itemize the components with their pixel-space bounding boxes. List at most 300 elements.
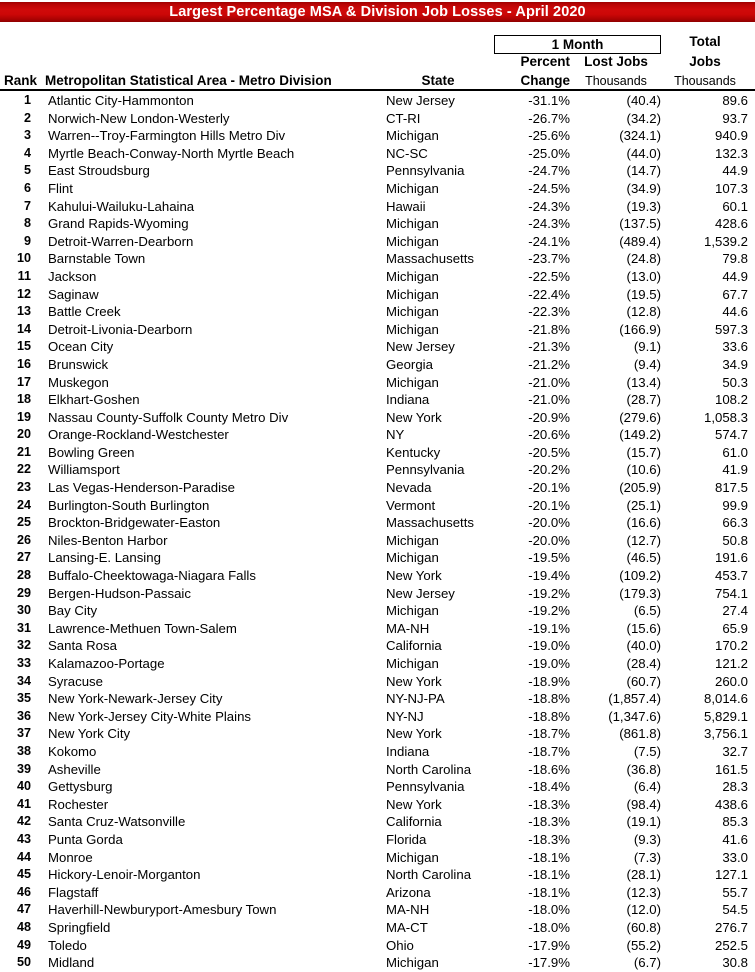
table-row bbox=[0, 514, 755, 532]
cell-lost-jobs: (7.3) bbox=[633, 849, 661, 865]
cell-rank: 29 bbox=[16, 585, 31, 600]
cell-msa-name: Jackson bbox=[48, 268, 97, 284]
cell-lost-jobs: (9.4) bbox=[633, 356, 661, 372]
cell-state: Michigan bbox=[386, 374, 439, 390]
table-row bbox=[0, 761, 755, 779]
cell-total-jobs: 32.7 bbox=[722, 743, 748, 759]
cell-total-jobs: 8,014.6 bbox=[704, 691, 748, 707]
table-row bbox=[0, 567, 755, 585]
cell-msa-name: Syracuse bbox=[48, 673, 103, 689]
cell-rank: 26 bbox=[16, 532, 31, 547]
data-table-body bbox=[0, 92, 755, 972]
cell-msa-name: Flint bbox=[48, 180, 73, 196]
cell-percent-change: -18.3% bbox=[528, 814, 570, 830]
cell-rank: 39 bbox=[16, 761, 31, 776]
cell-total-jobs: 108.2 bbox=[714, 392, 748, 408]
column-header-lost-jobs-units: Thousands bbox=[585, 74, 647, 88]
cell-rank: 49 bbox=[16, 937, 31, 952]
cell-total-jobs: 93.7 bbox=[722, 110, 748, 126]
cell-total-jobs: 27.4 bbox=[722, 603, 748, 619]
cell-msa-name: Punta Gorda bbox=[48, 831, 123, 847]
table-row bbox=[0, 673, 755, 691]
column-header-msa: Metropolitan Statistical Area - Metro Division bbox=[45, 73, 332, 88]
cell-total-jobs: 1,058.3 bbox=[704, 409, 748, 425]
cell-total-jobs: 67.7 bbox=[722, 286, 748, 302]
table-row bbox=[0, 602, 755, 620]
cell-msa-name: Kahului-Wailuku-Lahaina bbox=[48, 198, 195, 214]
table-row bbox=[0, 215, 755, 233]
cell-state: NC-SC bbox=[386, 145, 428, 161]
page-title: Largest Percentage MSA & Division Job Losses - April 2020 bbox=[169, 3, 586, 20]
cell-state: CT-RI bbox=[386, 110, 421, 126]
cell-msa-name: Atlantic City-Hammonton bbox=[48, 93, 194, 108]
cell-msa-name: Haverhill-Newburyport-Amesbury Town bbox=[48, 902, 277, 918]
cell-percent-change: -18.4% bbox=[528, 779, 570, 795]
cell-total-jobs: 121.2 bbox=[714, 656, 748, 671]
cell-state: MA-NH bbox=[386, 902, 430, 918]
table-row bbox=[0, 145, 755, 163]
cell-msa-name: Santa Cruz-Watsonville bbox=[48, 814, 186, 830]
cell-lost-jobs: (109.2) bbox=[619, 568, 661, 584]
cell-rank: 31 bbox=[16, 620, 31, 635]
cell-state: Michigan bbox=[386, 550, 439, 566]
cell-percent-change: -17.9% bbox=[528, 955, 570, 971]
cell-rank: 3 bbox=[23, 128, 31, 143]
cell-total-jobs: 44.6 bbox=[722, 304, 748, 320]
cell-percent-change: -18.6% bbox=[528, 761, 570, 777]
cell-total-jobs: 33.6 bbox=[722, 339, 748, 355]
cell-percent-change: -31.1% bbox=[528, 93, 570, 108]
cell-rank: 41 bbox=[16, 796, 31, 811]
cell-msa-name: Toledo bbox=[48, 937, 87, 953]
cell-msa-name: Kokomo bbox=[48, 743, 97, 759]
cell-total-jobs: 127.1 bbox=[714, 867, 748, 883]
cell-state: Michigan bbox=[386, 656, 439, 671]
cell-total-jobs: 60.1 bbox=[722, 198, 748, 214]
cell-rank: 4 bbox=[23, 145, 31, 160]
table-row bbox=[0, 813, 755, 831]
cell-lost-jobs: (137.5) bbox=[619, 216, 661, 232]
cell-lost-jobs: (7.5) bbox=[633, 743, 661, 759]
cell-lost-jobs: (19.1) bbox=[626, 814, 661, 830]
cell-percent-change: -26.7% bbox=[528, 110, 570, 126]
cell-rank: 23 bbox=[16, 480, 31, 495]
table-row bbox=[0, 919, 755, 937]
cell-total-jobs: 260.0 bbox=[714, 673, 748, 689]
table-row bbox=[0, 831, 755, 849]
cell-percent-change: -19.2% bbox=[528, 603, 570, 619]
cell-rank: 32 bbox=[16, 638, 31, 653]
cell-percent-change: -19.0% bbox=[528, 638, 570, 654]
cell-percent-change: -20.1% bbox=[528, 480, 570, 496]
cell-lost-jobs: (34.2) bbox=[626, 110, 661, 126]
cell-msa-name: Gettysburg bbox=[48, 779, 113, 795]
cell-percent-change: -18.7% bbox=[528, 743, 570, 759]
cell-state: California bbox=[386, 638, 442, 654]
table-row bbox=[0, 901, 755, 919]
cell-lost-jobs: (55.2) bbox=[626, 937, 661, 953]
cell-state: Massachusetts bbox=[386, 515, 474, 531]
cell-state: New York bbox=[386, 726, 442, 742]
cell-lost-jobs: (861.8) bbox=[619, 726, 661, 742]
cell-lost-jobs: (98.4) bbox=[626, 796, 661, 812]
cell-msa-name: East Stroudsburg bbox=[48, 163, 150, 179]
cell-percent-change: -19.2% bbox=[528, 585, 570, 601]
table-row bbox=[0, 391, 755, 409]
cell-state: Massachusetts bbox=[386, 251, 474, 267]
column-header-rank: Rank bbox=[4, 73, 38, 88]
cell-rank: 34 bbox=[16, 673, 31, 688]
table-row bbox=[0, 796, 755, 814]
cell-lost-jobs: (28.7) bbox=[626, 392, 661, 408]
cell-lost-jobs: (60.8) bbox=[626, 919, 661, 935]
table-row bbox=[0, 321, 755, 339]
cell-percent-change: -21.3% bbox=[528, 339, 570, 355]
cell-msa-name: Detroit-Warren-Dearborn bbox=[48, 233, 194, 249]
cell-rank: 10 bbox=[16, 251, 31, 266]
cell-state: North Carolina bbox=[386, 867, 472, 883]
report-title-bar bbox=[0, 2, 755, 22]
cell-total-jobs: 50.3 bbox=[722, 374, 748, 390]
cell-rank: 21 bbox=[16, 444, 31, 459]
cell-msa-name: New York-Jersey City-White Plains bbox=[48, 708, 252, 724]
cell-state: Vermont bbox=[386, 497, 436, 513]
table-row bbox=[0, 866, 755, 884]
cell-state: Michigan bbox=[386, 532, 439, 548]
cell-total-jobs: 33.0 bbox=[722, 849, 748, 865]
cell-total-jobs: 65.9 bbox=[722, 620, 748, 636]
cell-msa-name: Nassau County-Suffolk County Metro Div bbox=[48, 409, 289, 425]
cell-percent-change: -20.6% bbox=[528, 427, 570, 443]
cell-rank: 9 bbox=[23, 233, 31, 248]
cell-state: New York bbox=[386, 409, 442, 425]
cell-percent-change: -24.1% bbox=[528, 233, 570, 249]
one-month-label: 1 Month bbox=[551, 36, 604, 52]
cell-percent-change: -18.8% bbox=[528, 708, 570, 724]
cell-msa-name: Battle Creek bbox=[48, 304, 121, 320]
cell-state: New York bbox=[386, 568, 442, 584]
cell-rank: 35 bbox=[16, 691, 31, 706]
header-divider bbox=[0, 89, 755, 91]
cell-msa-name: Springfield bbox=[48, 919, 111, 935]
cell-rank: 19 bbox=[16, 409, 31, 424]
table-row bbox=[0, 426, 755, 444]
cell-percent-change: -19.1% bbox=[528, 620, 570, 636]
table-row bbox=[0, 356, 755, 374]
cell-percent-change: -24.3% bbox=[528, 216, 570, 232]
cell-msa-name: Bay City bbox=[48, 603, 98, 619]
cell-state: NY-NJ bbox=[386, 708, 424, 724]
table-row bbox=[0, 479, 755, 497]
cell-state: Michigan bbox=[386, 180, 439, 196]
cell-msa-name: Ocean City bbox=[48, 339, 114, 355]
cell-lost-jobs: (12.0) bbox=[626, 902, 661, 918]
cell-state: Michigan bbox=[386, 268, 439, 284]
cell-state: Michigan bbox=[386, 128, 439, 144]
cell-percent-change: -19.0% bbox=[528, 656, 570, 671]
cell-state: New York bbox=[386, 796, 442, 812]
cell-percent-change: -24.3% bbox=[528, 198, 570, 214]
cell-msa-name: Las Vegas-Henderson-Paradise bbox=[48, 480, 235, 496]
cell-total-jobs: 66.3 bbox=[722, 515, 748, 531]
table-row bbox=[0, 461, 755, 479]
cell-lost-jobs: (179.3) bbox=[619, 585, 661, 601]
cell-msa-name: New York City bbox=[48, 726, 131, 742]
cell-percent-change: -20.0% bbox=[528, 532, 570, 548]
cell-percent-change: -21.8% bbox=[528, 321, 570, 337]
table-row bbox=[0, 725, 755, 743]
cell-rank: 22 bbox=[16, 462, 31, 477]
cell-msa-name: New York-Newark-Jersey City bbox=[48, 691, 223, 707]
cell-percent-change: -20.0% bbox=[528, 515, 570, 531]
column-header-state: State bbox=[421, 73, 455, 88]
cell-lost-jobs: (149.2) bbox=[619, 427, 661, 443]
cell-msa-name: Elkhart-Goshen bbox=[48, 392, 140, 408]
table-row bbox=[0, 655, 755, 673]
cell-rank: 18 bbox=[16, 392, 31, 407]
cell-percent-change: -23.7% bbox=[528, 251, 570, 267]
table-row bbox=[0, 884, 755, 902]
cell-lost-jobs: (19.5) bbox=[626, 286, 661, 302]
cell-total-jobs: 28.3 bbox=[722, 779, 748, 795]
cell-state: Kentucky bbox=[386, 444, 441, 460]
cell-total-jobs: 85.3 bbox=[722, 814, 748, 830]
cell-rank: 17 bbox=[16, 374, 31, 389]
cell-lost-jobs: (19.3) bbox=[626, 198, 661, 214]
cell-msa-name: Flagstaff bbox=[48, 884, 99, 900]
cell-total-jobs: 55.7 bbox=[722, 884, 748, 900]
table-row bbox=[0, 268, 755, 286]
cell-msa-name: Orange-Rockland-Westchester bbox=[48, 427, 229, 443]
table-row bbox=[0, 374, 755, 392]
cell-lost-jobs: (6.4) bbox=[633, 779, 661, 795]
cell-msa-name: Bowling Green bbox=[48, 444, 135, 460]
cell-total-jobs: 3,756.1 bbox=[704, 726, 748, 742]
cell-msa-name: Muskegon bbox=[48, 374, 109, 390]
cell-state: Pennsylvania bbox=[386, 779, 465, 795]
cell-msa-name: Asheville bbox=[48, 761, 101, 777]
cell-lost-jobs: (34.9) bbox=[626, 180, 661, 196]
cell-rank: 28 bbox=[16, 568, 31, 583]
cell-lost-jobs: (16.6) bbox=[626, 515, 661, 531]
cell-total-jobs: 252.5 bbox=[714, 937, 748, 953]
cell-percent-change: -18.3% bbox=[528, 831, 570, 847]
cell-rank: 44 bbox=[16, 849, 31, 864]
cell-state: Indiana bbox=[386, 743, 430, 759]
cell-msa-name: Myrtle Beach-Conway-North Myrtle Beach bbox=[48, 145, 295, 161]
cell-rank: 43 bbox=[16, 831, 31, 846]
one-month-group-header bbox=[494, 35, 661, 54]
cell-lost-jobs: (6.7) bbox=[633, 955, 661, 971]
cell-rank: 2 bbox=[23, 110, 31, 125]
table-row bbox=[0, 180, 755, 198]
cell-msa-name: Barnstable Town bbox=[48, 251, 146, 267]
cell-rank: 37 bbox=[16, 726, 31, 741]
cell-total-jobs: 428.6 bbox=[714, 216, 748, 232]
table-row bbox=[0, 198, 755, 216]
cell-msa-name: Lawrence-Methuen Town-Salem bbox=[48, 620, 237, 636]
cell-state: Arizona bbox=[386, 884, 431, 900]
cell-rank: 16 bbox=[16, 356, 31, 371]
cell-lost-jobs: (10.6) bbox=[626, 462, 661, 478]
cell-lost-jobs: (9.1) bbox=[633, 339, 661, 355]
cell-rank: 20 bbox=[16, 427, 31, 442]
cell-total-jobs: 54.5 bbox=[722, 902, 748, 918]
column-header-percent-line1: Percent bbox=[520, 54, 570, 69]
cell-percent-change: -18.0% bbox=[528, 919, 570, 935]
cell-rank: 12 bbox=[16, 286, 31, 301]
cell-total-jobs: 817.5 bbox=[714, 480, 748, 496]
table-row bbox=[0, 127, 755, 145]
cell-state: Michigan bbox=[386, 321, 439, 337]
table-row bbox=[0, 233, 755, 251]
cell-total-jobs: 453.7 bbox=[714, 568, 748, 584]
table-row bbox=[0, 286, 755, 304]
cell-state: Michigan bbox=[386, 286, 439, 302]
cell-total-jobs: 107.3 bbox=[714, 180, 748, 196]
cell-percent-change: -19.4% bbox=[528, 568, 570, 584]
cell-rank: 24 bbox=[16, 497, 31, 512]
cell-lost-jobs: (9.3) bbox=[633, 831, 661, 847]
cell-state: California bbox=[386, 814, 442, 830]
cell-percent-change: -25.6% bbox=[528, 128, 570, 144]
cell-state: Michigan bbox=[386, 849, 439, 865]
cell-lost-jobs: (324.1) bbox=[619, 128, 661, 144]
cell-total-jobs: 438.6 bbox=[714, 796, 748, 812]
cell-percent-change: -18.1% bbox=[528, 867, 570, 883]
cell-total-jobs: 161.5 bbox=[714, 761, 748, 777]
cell-rank: 36 bbox=[16, 708, 31, 723]
column-header-total-jobs-units: Thousands bbox=[674, 74, 736, 88]
cell-rank: 15 bbox=[16, 339, 31, 354]
cell-lost-jobs: (12.7) bbox=[626, 532, 661, 548]
cell-state: Michigan bbox=[386, 216, 439, 232]
cell-lost-jobs: (6.5) bbox=[633, 603, 661, 619]
table-row bbox=[0, 110, 755, 128]
cell-state: Hawaii bbox=[386, 198, 426, 214]
cell-total-jobs: 44.9 bbox=[722, 163, 748, 179]
cell-rank: 11 bbox=[17, 268, 31, 283]
cell-state: Pennsylvania bbox=[386, 163, 465, 179]
table-row bbox=[0, 937, 755, 955]
cell-percent-change: -20.2% bbox=[528, 462, 570, 478]
cell-total-jobs: 754.1 bbox=[714, 585, 748, 601]
cell-total-jobs: 41.6 bbox=[722, 831, 748, 847]
column-header-percent-line2: Change bbox=[520, 73, 570, 88]
cell-rank: 27 bbox=[16, 550, 31, 565]
cell-percent-change: -22.3% bbox=[528, 304, 570, 320]
cell-state: Nevada bbox=[386, 480, 432, 496]
cell-total-jobs: 89.6 bbox=[722, 93, 748, 108]
cell-total-jobs: 5,829.1 bbox=[704, 708, 748, 724]
cell-state: Ohio bbox=[386, 937, 414, 953]
cell-total-jobs: 79.8 bbox=[722, 251, 748, 267]
table-row bbox=[0, 549, 755, 567]
cell-lost-jobs: (279.6) bbox=[619, 409, 661, 425]
cell-msa-name: Monroe bbox=[48, 849, 93, 865]
cell-percent-change: -21.2% bbox=[528, 356, 570, 372]
cell-total-jobs: 191.6 bbox=[714, 550, 748, 566]
cell-msa-name: Brockton-Bridgewater-Easton bbox=[48, 515, 221, 531]
cell-state: New York bbox=[386, 673, 442, 689]
cell-state: Michigan bbox=[386, 304, 439, 320]
cell-total-jobs: 30.8 bbox=[722, 955, 748, 971]
table-row bbox=[0, 849, 755, 867]
table-row bbox=[0, 162, 755, 180]
cell-percent-change: -20.5% bbox=[528, 444, 570, 460]
cell-total-jobs: 276.7 bbox=[714, 919, 748, 935]
cell-percent-change: -18.1% bbox=[528, 849, 570, 865]
cell-percent-change: -20.1% bbox=[528, 497, 570, 513]
cell-lost-jobs: (60.7) bbox=[626, 673, 661, 689]
cell-rank: 30 bbox=[16, 603, 31, 618]
table-row bbox=[0, 690, 755, 708]
cell-lost-jobs: (205.9) bbox=[619, 480, 661, 496]
cell-total-jobs: 44.9 bbox=[722, 268, 748, 284]
cell-lost-jobs: (40.0) bbox=[626, 638, 661, 654]
cell-msa-name: Brunswick bbox=[48, 356, 109, 372]
cell-lost-jobs: (25.1) bbox=[626, 497, 661, 513]
cell-total-jobs: 61.0 bbox=[722, 444, 748, 460]
cell-rank: 7 bbox=[23, 198, 31, 213]
table-row bbox=[0, 497, 755, 515]
cell-rank: 6 bbox=[23, 180, 31, 195]
cell-lost-jobs: (14.7) bbox=[626, 163, 661, 179]
cell-lost-jobs: (12.3) bbox=[626, 884, 661, 900]
cell-msa-name: Rochester bbox=[48, 796, 109, 812]
cell-lost-jobs: (46.5) bbox=[626, 550, 661, 566]
cell-msa-name: Niles-Benton Harbor bbox=[48, 532, 168, 548]
cell-rank: 14 bbox=[16, 321, 31, 336]
cell-lost-jobs: (489.4) bbox=[619, 233, 661, 249]
cell-msa-name: Detroit-Livonia-Dearborn bbox=[48, 321, 193, 337]
table-row bbox=[0, 338, 755, 356]
cell-total-jobs: 50.8 bbox=[722, 532, 748, 548]
table-row bbox=[0, 743, 755, 761]
table-header bbox=[0, 22, 755, 90]
cell-state: Michigan bbox=[386, 603, 439, 619]
column-header-total-jobs-line2: Jobs bbox=[689, 54, 721, 69]
cell-lost-jobs: (1,347.6) bbox=[608, 708, 661, 724]
cell-state: New Jersey bbox=[386, 93, 455, 108]
cell-lost-jobs: (12.8) bbox=[626, 304, 661, 320]
cell-state: Michigan bbox=[386, 233, 439, 249]
cell-state: Georgia bbox=[386, 356, 433, 372]
table-row bbox=[0, 250, 755, 268]
cell-msa-name: Saginaw bbox=[48, 286, 99, 302]
cell-total-jobs: 41.9 bbox=[722, 462, 748, 478]
cell-state: Indiana bbox=[386, 392, 430, 408]
cell-rank: 13 bbox=[16, 304, 31, 319]
cell-rank: 42 bbox=[16, 814, 31, 829]
cell-total-jobs: 170.2 bbox=[714, 638, 748, 654]
cell-lost-jobs: (15.7) bbox=[626, 444, 661, 460]
cell-total-jobs: 597.3 bbox=[714, 321, 748, 337]
cell-rank: 33 bbox=[16, 656, 31, 670]
cell-total-jobs: 574.7 bbox=[714, 427, 748, 443]
table-row bbox=[0, 92, 755, 110]
cell-rank: 46 bbox=[16, 884, 31, 899]
cell-msa-name: Warren--Troy-Farmington Hills Metro Div bbox=[48, 128, 286, 144]
cell-percent-change: -24.5% bbox=[528, 180, 570, 196]
cell-msa-name: Grand Rapids-Wyoming bbox=[48, 216, 189, 232]
cell-percent-change: -18.8% bbox=[528, 691, 570, 707]
cell-state: NY bbox=[386, 427, 405, 443]
cell-percent-change: -18.1% bbox=[528, 884, 570, 900]
cell-rank: 38 bbox=[16, 743, 31, 758]
cell-percent-change: -22.4% bbox=[528, 286, 570, 302]
cell-lost-jobs: (166.9) bbox=[619, 321, 661, 337]
